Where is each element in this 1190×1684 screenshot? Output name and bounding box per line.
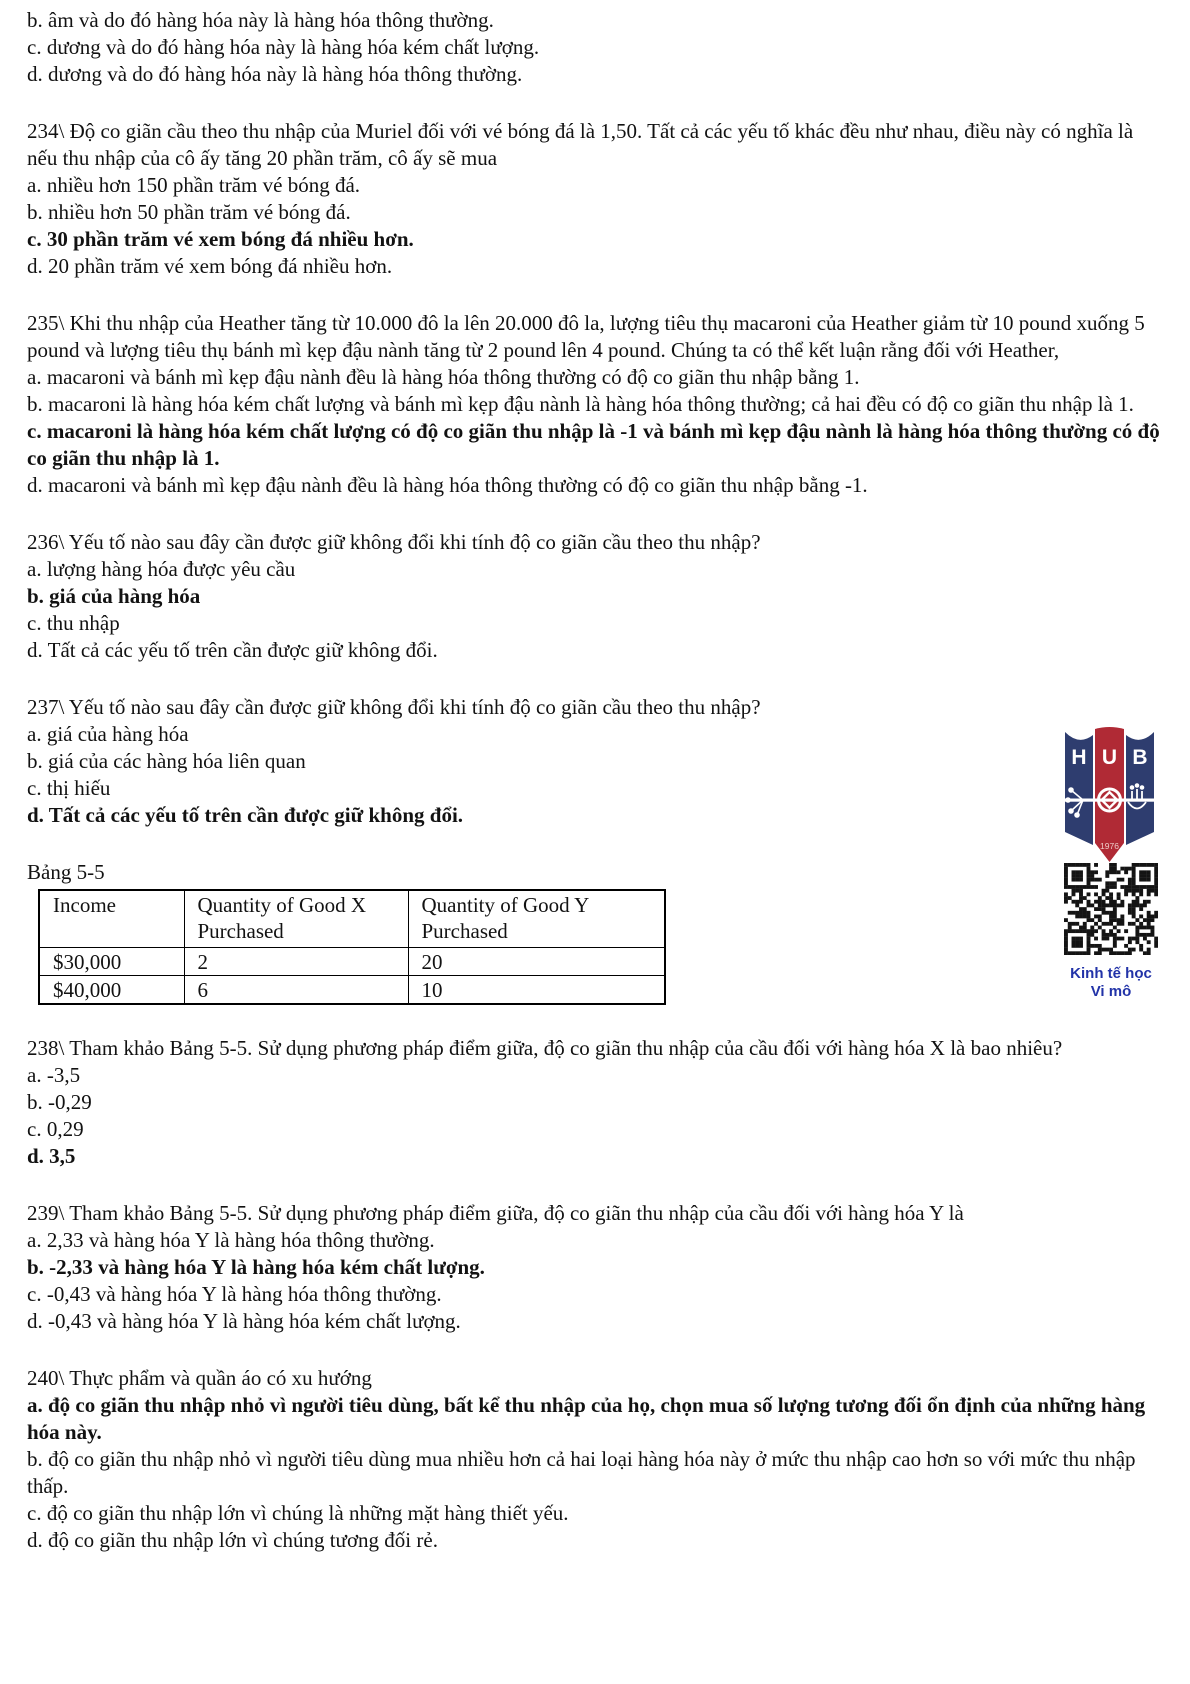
answer-option-c: c. dương và do đó hàng hóa này là hàng hóa kém chất lượng. [27,35,540,59]
caption-line-2: Vi mô [1090,983,1132,1000]
logo-letter-h: H [1071,746,1087,769]
questions-before-table [27,118,1162,829]
logo-letter-u: U [1101,746,1118,769]
question-text: 240\ Thực phẩm và quần áo có xu hướng [27,1366,372,1390]
answer-option-b: b. -2,33 và hàng hóa Y là hàng hóa kém chất lượng. [27,1255,485,1279]
answer-option-c: c. macaroni là hàng hóa kém chất lượng có độ co giãn thu nhập là -1 và bánh mì kẹp đậu nành là hàng hóa thông thường có độ co giãn thu nhập là 1. [27,419,1160,470]
table-label: Bảng 5-5 [27,860,105,884]
answer-option-d: d. dương và do đó hàng hóa này là hàng hóa thông thường. [27,62,523,86]
question-text: 238\ Tham khảo Bảng 5-5. Sử dụng phương pháp điểm giữa, độ co giãn thu nhập của cầu đối với hàng hóa X là bao nhiêu? [27,1036,1063,1060]
table-row [39,976,665,1005]
answer-option-d: d. Tất cả các yếu tố trên cần được giữ không đổi. [27,638,438,662]
question-237 [27,694,1162,829]
question-240 [27,1365,1162,1554]
table-section [27,859,1162,1005]
answer-option-b: b. nhiều hơn 50 phần trăm vé bóng đá. [27,200,351,224]
answer-option-b: b. giá của các hàng hóa liên quan [27,749,306,773]
question-236 [27,529,1162,664]
answer-option-c: c. độ co giãn thu nhập lớn vì chúng là những mặt hàng thiết yếu. [27,1501,569,1525]
answer-option-a: a. macaroni và bánh mì kẹp đậu nành đều là hàng hóa thông thường có độ co giãn thu nhập bằng 1. [27,365,860,389]
income-quantity-table [38,889,666,1005]
answer-option-b: b. độ co giãn thu nhập nhỏ vì người tiêu dùng mua nhiều hơn cả hai loại hàng hóa này ở mức thu nhập cao hơn so với mức thu nhập thấp. [27,1447,1136,1498]
question-238 [27,1035,1162,1170]
answer-option-a: a. lượng hàng hóa được yêu cầu [27,557,296,581]
answer-option-d: d. -0,43 và hàng hóa Y là hàng hóa kém chất lượng. [27,1309,461,1333]
orphan-options-block [27,7,1162,88]
answer-option-c: c. -0,43 và hàng hóa Y là hàng hóa thông thường. [27,1282,442,1306]
cell-good-y-2: 10 [408,976,665,1005]
cell-good-y-1: 20 [408,948,665,976]
answer-option-c: c. 30 phần trăm vé xem bóng đá nhiều hơn. [27,227,414,251]
answer-option-b: b. -0,29 [27,1090,92,1114]
qr-code [1064,863,1158,955]
question-text: 234\ Độ co giãn cầu theo thu nhập của Muriel đối với vé bóng đá là 1,50. Tất cả các yếu tố khác đều như nhau, điều này có nghĩa là nếu thu nhập của cô ấy tăng 20 phần trăm, cô ấy sẽ mua [27,119,1134,170]
question-239 [27,1200,1162,1335]
answer-option-a: a. -3,5 [27,1063,81,1087]
cell-good-x-1: 2 [184,948,408,976]
answer-option-a: a. độ co giãn thu nhập nhỏ vì người tiêu dùng, bất kể thu nhập của họ, chọn mua số lượng tương đối ổn định của những hàng hóa này. [27,1393,1146,1444]
answer-option-c: c. thị hiếu [27,776,111,800]
cell-income-1: $30,000 [39,948,184,976]
question-text: 236\ Yếu tố nào sau đây cần được giữ không đổi khi tính độ co giãn cầu theo thu nhập? [27,530,761,554]
col-header-good-x: Quantity of Good X Purchased [184,890,408,948]
answer-option-a: a. nhiều hơn 150 phần trăm vé bóng đá. [27,173,361,197]
cell-income-2: $40,000 [39,976,184,1005]
answer-option-a: a. 2,33 và hàng hóa Y là hàng hóa thông thường. [27,1228,435,1252]
question-text: 239\ Tham khảo Bảng 5-5. Sử dụng phương pháp điểm giữa, độ co giãn thu nhập của cầu đối với hàng hóa Y là [27,1201,964,1225]
col-header-good-y: Quantity of Good Y Purchased [408,890,665,948]
question-list [27,7,1162,1554]
answer-option-a: a. giá của hàng hóa [27,722,189,746]
answer-option-d: d. độ co giãn thu nhập lớn vì chúng tương đối rẻ. [27,1528,438,1552]
question-text: 237\ Yếu tố nào sau đây cần được giữ không đổi khi tính độ co giãn cầu theo thu nhập? [27,695,761,719]
table-row [39,948,665,976]
caption-line-1: Kinh tế học [1070,965,1152,982]
logo-letter-b: B [1132,746,1148,769]
answer-option-d: d. macaroni và bánh mì kẹp đậu nành đều là hàng hóa thông thường có độ co giãn thu nhập bằng -1. [27,473,868,497]
answer-option-d: d. 20 phần trăm vé xem bóng đá nhiều hơn. [27,254,393,278]
answer-option-c: c. 0,29 [27,1117,84,1141]
col-header-income: Income [39,890,184,948]
question-234 [27,118,1162,280]
question-text: 235\ Khi thu nhập của Heather tăng từ 10.000 đô la lên 20.000 đô la, lượng tiêu thụ macaroni của Heather giảm từ 10 pound xuống 5 pound và lượng tiêu thụ bánh mì kẹp đậu nành tăng từ 2 pound lên 4 pound. Chúng ta có thể kết luận rằng đối với Heather, [27,311,1145,362]
hub-university-logo [1062,722,1157,862]
answer-option-d: d. Tất cả các yếu tố trên cần được giữ không đổi. [27,803,464,827]
answer-option-c: c. thu nhập [27,611,120,635]
question-235 [27,310,1162,499]
course-caption [1053,965,1169,1001]
logo-year: 1976 [1100,841,1119,851]
table-header-row [39,890,665,948]
questions-after-table [27,1035,1162,1554]
answer-option-b: b. âm và do đó hàng hóa này là hàng hóa thông thường. [27,8,494,32]
answer-option-b: b. macaroni là hàng hóa kém chất lượng và bánh mì kẹp đậu nành là hàng hóa thông thường; cả hai đều có độ co giãn thu nhập là 1. [27,392,1134,416]
cell-good-x-2: 6 [184,976,408,1005]
answer-option-d: d. 3,5 [27,1144,76,1168]
answer-option-b: b. giá của hàng hóa [27,584,201,608]
